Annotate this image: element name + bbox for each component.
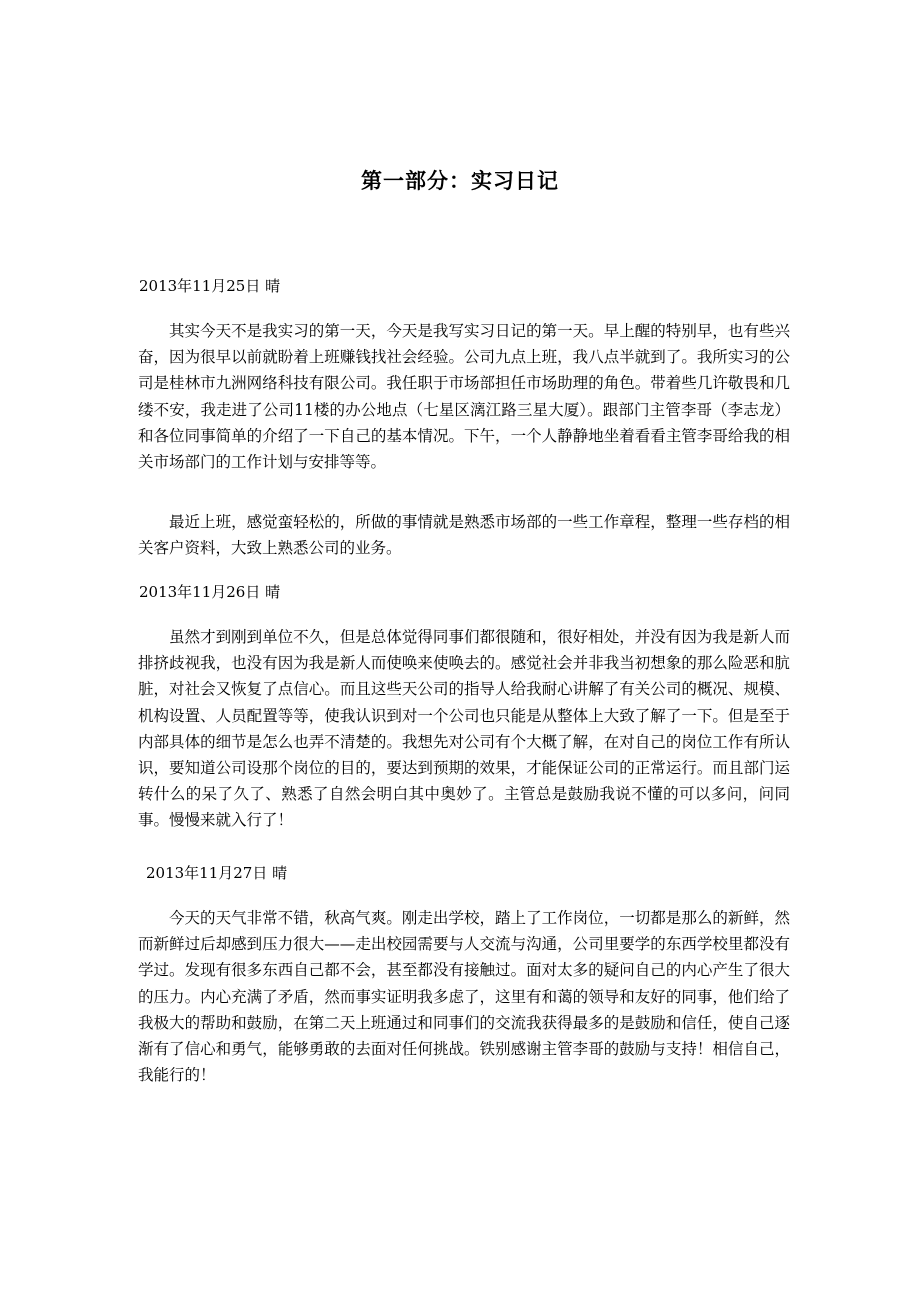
entry-paragraph: 最近上班，感觉蛮轻松的，所做的事情就是熟悉市场部的一些工作章程，整理一些存档的相关客户资料，大致上熟悉公司的业务。 bbox=[138, 513, 790, 558]
entry-paragraph: 其实今天不是我实习的第一天，今天是我写实习日记的第一天。早上醒的特别早，也有些兴奋，因为很早以前就盼着上班赚钱找社会经验。公司九点上班，我八点半就到了。我所实习的公司是桂林市九洲网络科技有限公司。我任职于市场部担任市场助理的角色。带着些几许敬畏和几缕不安，我走进了公司11楼的办公地点（七星区漓江路三星大厦）。跟部门主管李哥（李志龙）和各位同事简单的介绍了一下自己的基本情况。下午，一个人静静地坐着看看主管李哥给我的相关市场部门的工作计划与安排等等。 bbox=[138, 322, 790, 472]
page-title: 第一部分：实习日记 bbox=[361, 169, 559, 193]
entry-paragraph: 今天的天气非常不错，秋高气爽。刚走出学校，踏上了工作岗位，一切都是那么的新鲜，然而新鲜过后却感到压力很大——走出校园需要与人交流与沟通，公司里要学的东西学校里都没有学过。发现有很多东西自己都不会，甚至都没有接触过。面对太多的疑问自己的内心产生了很大的压力。内心充满了矛盾，然而事实证明我多虑了，这里有和蔼的领导和友好的同事，他们给了我极大的帮助和鼓励，在第二天上班通过和同事们的交流我获得最多的是鼓励和信任，使自己逐渐有了信心和勇气，能够勇敢的去面对任何挑战。铁别感谢主管李哥的鼓励与支持！相信自己，我能行的！ bbox=[138, 909, 790, 1085]
entry-date: 2013年11月27日 晴 bbox=[146, 864, 288, 882]
entry-paragraph: 虽然才到刚到单位不久，但是总体觉得同事们都很随和，很好相处，并没有因为我是新人而排挤歧视我，也没有因为我是新人而使唤来使唤去的。感觉社会并非我当初想象的那么险恶和肮脏，对社会又恢复了点信心。而且这些天公司的指导人给我耐心讲解了有关公司的概况、规模、机构设置、人员配置等等，使我认识到对一个公司也只能是从整体上大致了解了一下。但是至于内部具体的细节是怎么也弄不清楚的。我想先对公司有个大概了解，在对自己的岗位工作有所认识，要知道公司设那个岗位的目的，要达到预期的效果，才能保证公司的正常运行。而且部门运转什么的呆了久了、熟悉了自然会明白其中奥妙了。主管总是鼓励我说不懂的可以多问，问同事。慢慢来就入行了！ bbox=[138, 628, 790, 830]
entry-date: 2013年11月26日 晴 bbox=[139, 583, 281, 601]
entry-date: 2013年11月25日 晴 bbox=[139, 277, 281, 295]
